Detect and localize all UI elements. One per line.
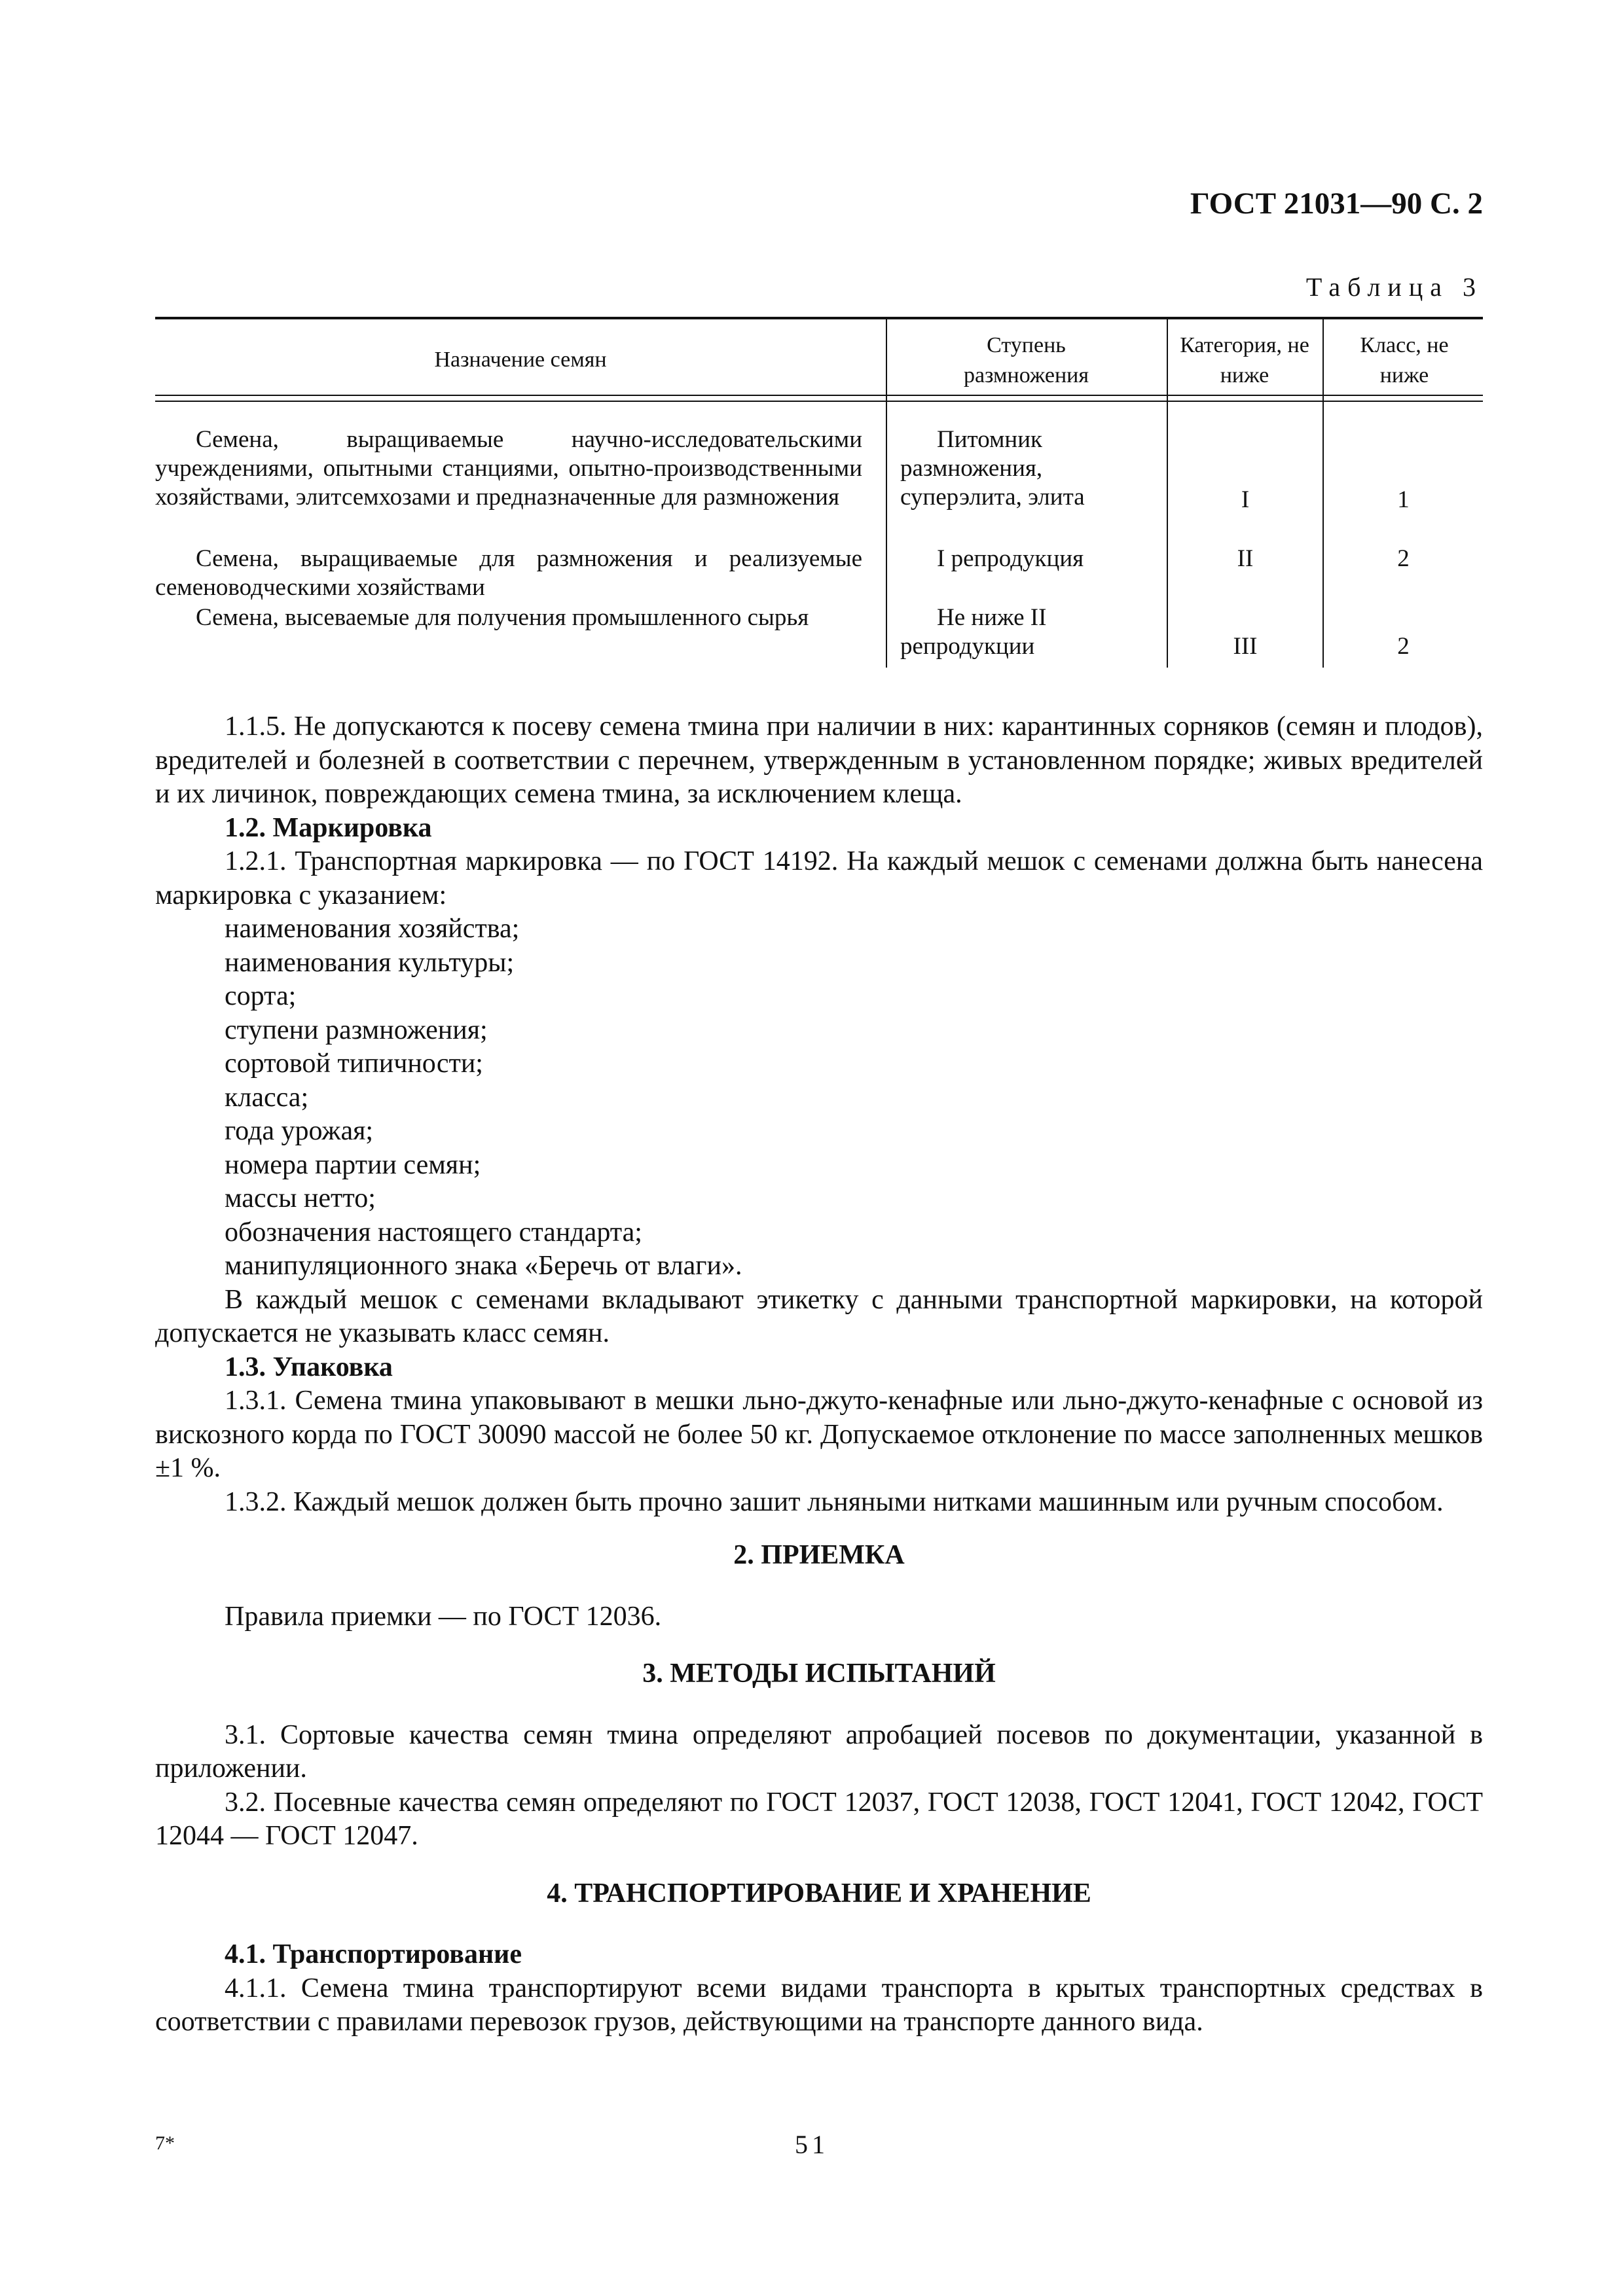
paragraph-acceptance: Правила приемки — по ГОСТ 12036. — [225, 1601, 662, 1632]
table-cell-stage: Не ниже II репродукции — [900, 604, 1047, 660]
section-title-transport-storage: 4. ТРАНСПОРТИРОВАНИЕ И ХРАНЕНИЕ — [547, 1878, 1091, 1909]
table-header-stage: Ступень размножения — [963, 333, 1089, 387]
list-item: наименования культуры; — [225, 947, 515, 978]
table-cell-category: II — [1237, 545, 1254, 572]
paragraph-1-2-1: 1.2.1. Транспортная маркировка — по ГОСТ 14192. На каждый мешок с семенами должна быть нанесена маркировка с указанием: — [155, 846, 1483, 910]
document-header: ГОСТ 21031—90 С. 2 — [1190, 187, 1483, 221]
list-item: класса; — [225, 1082, 309, 1113]
table-header-rule — [155, 395, 1483, 396]
subheading-transportation: 4.1. Транспортирование — [225, 1939, 522, 1969]
list-item: года урожая; — [225, 1116, 374, 1146]
section-title-test-methods: 3. МЕТОДЫ ИСПЫТАНИЙ — [642, 1659, 996, 1689]
table-cell-category: I — [1241, 486, 1250, 513]
list-item: наименования хозяйства; — [225, 914, 520, 944]
marking-list — [155, 912, 1483, 1283]
paragraph-label: В каждый мешок с семенами вкладывают этикетку с данными транспортной маркировки, на которой допускается не указывать класс семян. — [155, 1284, 1483, 1348]
paragraph-3-1: 3.1. Сортовые качества семян тмина определяют апробацией посевов по документации, указанной в приложении. — [155, 1719, 1483, 1784]
table-cell-stage: I репродукция — [937, 545, 1084, 572]
table-cell-purpose: Семена, выращиваемые научно-исследовательскими учреждениями, опытными станциями, опытно-производственными хозяйствами, элитсемхозами и предназначенные для размножения — [155, 426, 862, 511]
list-item: манипуляционного знака «Беречь от влаги». — [225, 1251, 742, 1281]
table-header-category: Категория, не ниже — [1180, 333, 1309, 387]
table-cell-class: 2 — [1397, 633, 1410, 660]
table-cell-class: 2 — [1397, 545, 1410, 572]
table-caption: Таблица 3 — [1305, 272, 1483, 302]
paragraph-3-2: 3.2. Посевные качества семян определяют по ГОСТ 12037, ГОСТ 12038, ГОСТ 12041, ГОСТ 12042, ГОСТ 12044 — ГОСТ 12047. — [155, 1787, 1483, 1851]
table-top-rule — [155, 317, 1483, 319]
subheading-packing: 1.3. Упаковка — [225, 1352, 393, 1382]
table-cell-stage: Питомник размножения, суперэлита, элита — [900, 426, 1085, 511]
footer-mark: 7* — [155, 2132, 175, 2154]
table-header-purpose: Назначение семян — [434, 348, 607, 372]
table-cell-category: III — [1233, 633, 1258, 660]
table-divider — [886, 318, 887, 668]
page-number: 51 — [795, 2130, 829, 2159]
paragraph-1-1-5: 1.1.5. Не допускаются к посеву семена тмина при наличии в них: карантинных сорняков (семян и плодов), вредителей и болезней в соответствии с перечнем, утвержденным в установленном порядке; живых вредителей и их личинок, повреждающих семена тмина, за исключением клеща. — [155, 711, 1483, 809]
list-item: обозначения настоящего стандарта; — [225, 1217, 642, 1247]
list-item: массы нетто; — [225, 1183, 376, 1213]
list-item: ступени размножения; — [225, 1014, 488, 1045]
subheading-marking: 1.2. Маркировка — [225, 812, 432, 843]
paragraph-1-3-1: 1.3.1. Семена тмина упаковывают в мешки льно-джуто-кенафные или льно-джуто-кенафные с основой из вискозного корда по ГОСТ 30090 массой не более 50 кг. Допускаемое отклонение по массе заполненных мешков ±1 %. — [155, 1386, 1483, 1483]
table-cell-purpose: Семена, выращиваемые для размножения и реализуемые семеноводческими хозяйствами — [155, 545, 862, 601]
document-body — [155, 710, 1483, 2039]
list-item: сорта; — [225, 981, 297, 1011]
list-item: номера партии семян; — [225, 1149, 481, 1180]
table-header-rule-double — [155, 401, 1483, 402]
table-header-class: Класс, не ниже — [1360, 333, 1449, 387]
table-cell-purpose: Семена, высеваемые для получения промышленного сырья — [196, 604, 809, 631]
paragraph-1-3-2: 1.3.2. Каждый мешок должен быть прочно зашит льняными нитками машинным или ручным способом. — [225, 1486, 1444, 1517]
paragraph-4-1-1: 4.1.1. Семена тмина транспортируют всеми видами транспорта в крытых транспортных средствах в соответствии с правилами перевозок грузов, действующими на транспорте данного вида. — [155, 1973, 1483, 2037]
table-cell-class: 1 — [1397, 486, 1410, 513]
section-title-acceptance: 2. ПРИЕМКА — [733, 1540, 905, 1570]
list-item: сортовой типичности; — [225, 1049, 483, 1079]
